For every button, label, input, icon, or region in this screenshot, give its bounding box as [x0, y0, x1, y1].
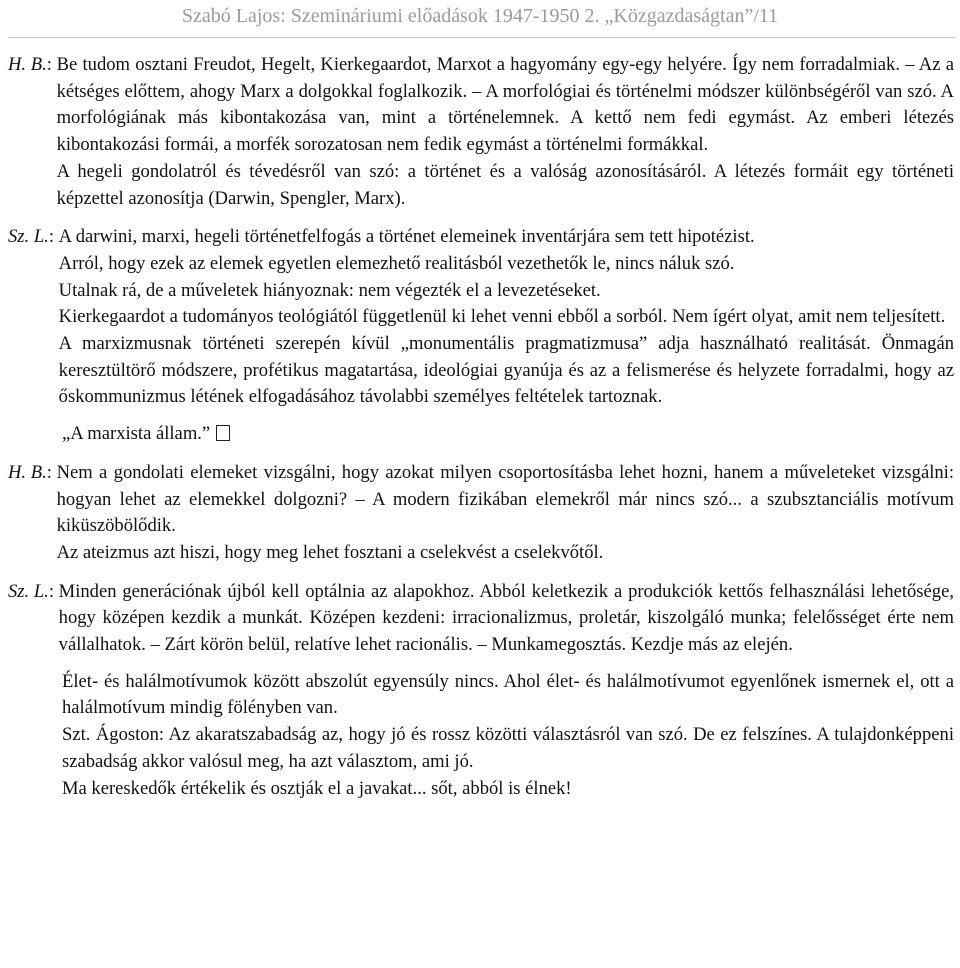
paragraph: A marxizmusnak történeti szerepén kívül „monumentális pragmatizmusa” adja használható realitását. Önmagán keresztültörő módszere, profétikus magatartása, ideológiai gyanúja és az a felismerése és helyzete forradalmi, hogy az őskommunizmus létének elfogadásához távolabbi személyes feltételek tartoznak.: [58, 333, 954, 408]
speaker-label: [8, 52, 57, 212]
paragraph: Élet- és halálmotívumok között abszolút egyensúly nincs. Ahol élet- és halálmotívumot egyenlőnek ismernek el, ott a halálmotívum mindig fölényben van.: [62, 670, 954, 719]
paragraph: Arról, hogy ezek az elemek egyetlen elemezhető realitásból vezethetők le, nincs náluk szó.: [58, 252, 735, 274]
paragraph: A darwini, marxi, hegeli történetfelfogás a történet elemeinek inventárjára sem tett hipotézist.: [58, 226, 755, 248]
speaker-text: [59, 579, 954, 659]
paragraph: Az ateizmus azt hiszi, hogy meg lehet fosztani a cselekvést a cselekvőtől.: [56, 541, 604, 563]
paragraph: Nem a gondolati elemeket vizsgálni, hogy azokat milyen csoportosításba lehet hozni, hanem a műveleteket vizsgálni: hogyan lehet az elemekkel dolgozni? – A modern fizikában elemekről már nincs szó... a szubsztanciális motívum kiküszöbölődik.: [56, 461, 954, 537]
paragraph: Kierkegaardot a tudományos teológiától függetlenül ki lehet venni ebből a sorból. Nem ígért olyat, amit nem teljesített.: [58, 306, 946, 328]
indented-notes: [8, 669, 954, 803]
paragraph: Be tudom osztani Freudot, Hegelt, Kierkegaardot, Marxot a hagyomány egy-egy helyére. Így nem forradalmiak. – Az a kétséges előttem, ahogy Marx a dolgokkal foglalkozik. – A morfológiai és történelmi módszer különbségéről van szó. A morfológiának más kibontakozása van, mint a történelemnek. A kettő nem fedi egymást. Az emberi létezés kibontakozási formái, a morfék sorozatosan nem fedik egymást a történelmi formákkal.: [56, 54, 954, 156]
speaker-name: Sz. L.: [8, 580, 49, 602]
paragraph: Minden generációnak újból kell optálnia az alapokhoz. Abból keletkezik a produkciók kettős felhasználási lehetősége, hogy középen kezdik a munkát. Középen kezdeni: irracionalizmus, proletár, kiszolgáló munka; felelősséget érte nem vállalhatok. – Zárt körön belül, relatíve lehet racionális. – Munkamegosztás. Kezdje más az elején.: [58, 580, 954, 656]
speaker-label: [8, 224, 59, 411]
section-quote: [8, 421, 954, 448]
header-divider: [8, 37, 956, 38]
document-body: [8, 52, 954, 802]
missing-glyph-box-icon: [216, 425, 230, 441]
speaker-text: [57, 52, 954, 212]
paragraph: A hegeli gondolatról és tévedésről van szó: a történet és a valóság azonosításáról. A létezés formáit egy történeti képzettel azonosítja (Darwin, Spengler, Marx).: [56, 160, 954, 209]
speaker-name: H. B.: [8, 461, 47, 483]
speaker-text: [57, 460, 954, 567]
paragraph: Szt. Ágoston: Az akaratszabadság az, hogy jó és rossz közötti választásról van szó. De ez felszínes. A tulajdonképpeni szabadság akkor valósul meg, ha azt választom, ami jó.: [62, 724, 954, 772]
speaker-label: [8, 460, 57, 567]
running-header: [0, 0, 960, 36]
quote-text: „A marxista állam.”: [62, 423, 211, 445]
speaker-text: [59, 224, 954, 411]
speaker-colon: :: [48, 580, 54, 602]
dialogue-block-hb-1: [8, 52, 954, 212]
dialogue-block-szl-2: [8, 579, 954, 659]
paragraph: Ma kereskedők értékelik és osztják el a javakat... sőt, abból is élnek!: [62, 777, 572, 799]
speaker-colon: :: [46, 54, 52, 75]
speaker-name: Sz. L.: [8, 226, 49, 248]
dialogue-block-szl-1: [8, 224, 954, 411]
speaker-colon: :: [46, 461, 52, 483]
dialogue-block-hb-2: [8, 460, 954, 567]
header-title: Szabó Lajos: Szemináriumi előadások 1947-1950 2. „Közgazdaságtan”/11: [181, 5, 779, 27]
speaker-colon: :: [48, 226, 54, 248]
paragraph: Utalnak rá, de a műveletek hiányoznak: nem végezték el a levezetéseket.: [58, 279, 601, 301]
speaker-label: [8, 579, 59, 659]
speaker-name: H. B.: [8, 54, 47, 75]
